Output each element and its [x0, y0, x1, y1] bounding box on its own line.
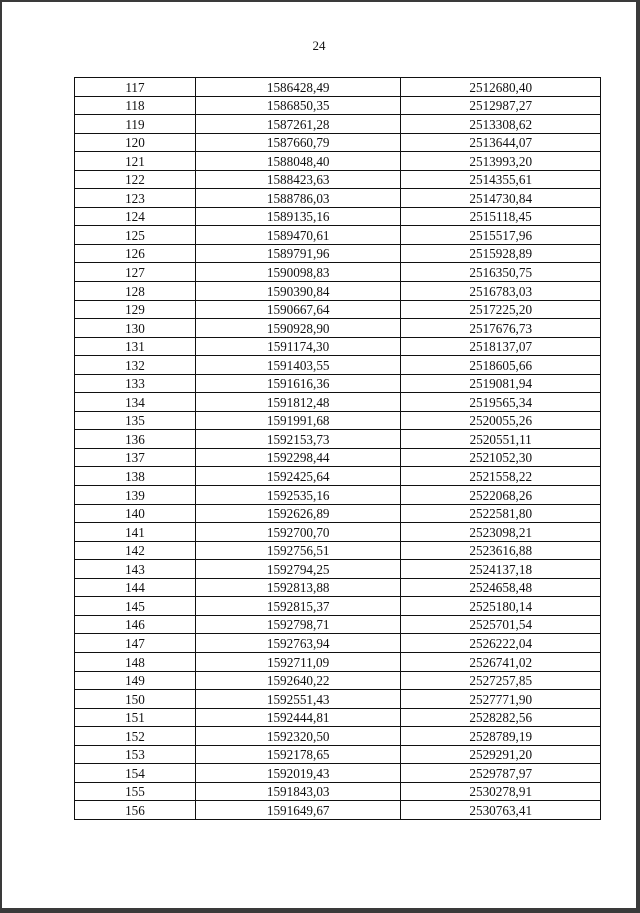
point-number-cell: 144 [75, 578, 196, 597]
x-coordinate-cell: 1591403,55 [195, 356, 400, 375]
table-row [75, 319, 601, 338]
coordinates-table-body [75, 78, 601, 820]
x-coordinate-cell: 1592813,88 [195, 578, 400, 597]
y-coordinate-cell: 2512680,40 [401, 78, 601, 97]
table-row [75, 541, 601, 560]
y-coordinate-cell: 2513308,62 [401, 115, 601, 134]
point-number-cell: 135 [75, 411, 196, 430]
x-coordinate-cell: 1589470,61 [195, 226, 400, 245]
coordinates-table [74, 77, 601, 820]
x-coordinate-cell: 1592700,70 [195, 523, 400, 542]
table-row [75, 337, 601, 356]
x-coordinate-cell: 1591991,68 [195, 411, 400, 430]
table-row [75, 189, 601, 208]
y-coordinate-cell: 2530278,91 [401, 782, 601, 801]
table-row [75, 170, 601, 189]
point-number-cell: 132 [75, 356, 196, 375]
y-coordinate-cell: 2518605,66 [401, 356, 601, 375]
point-number-cell: 134 [75, 393, 196, 412]
x-coordinate-cell: 1592298,44 [195, 448, 400, 467]
document-page [2, 2, 636, 908]
point-number-cell: 153 [75, 745, 196, 764]
x-coordinate-cell: 1592626,89 [195, 504, 400, 523]
point-number-cell: 147 [75, 634, 196, 653]
table-row [75, 96, 601, 115]
point-number-cell: 123 [75, 189, 196, 208]
point-number-cell: 151 [75, 708, 196, 727]
x-coordinate-cell: 1591616,36 [195, 374, 400, 393]
table-row [75, 634, 601, 653]
y-coordinate-cell: 2513644,07 [401, 133, 601, 152]
y-coordinate-cell: 2521558,22 [401, 467, 601, 486]
table-row [75, 411, 601, 430]
y-coordinate-cell: 2515517,96 [401, 226, 601, 245]
table-row [75, 226, 601, 245]
x-coordinate-cell: 1592425,64 [195, 467, 400, 486]
table-row [75, 244, 601, 263]
table-row [75, 374, 601, 393]
table-row [75, 523, 601, 542]
point-number-cell: 126 [75, 244, 196, 263]
y-coordinate-cell: 2528789,19 [401, 727, 601, 746]
point-number-cell: 119 [75, 115, 196, 134]
point-number-cell: 131 [75, 337, 196, 356]
x-coordinate-cell: 1590928,90 [195, 319, 400, 338]
x-coordinate-cell: 1592763,94 [195, 634, 400, 653]
point-number-cell: 120 [75, 133, 196, 152]
x-coordinate-cell: 1591174,30 [195, 337, 400, 356]
x-coordinate-cell: 1592019,43 [195, 764, 400, 783]
point-number-cell: 152 [75, 727, 196, 746]
table-row [75, 597, 601, 616]
table-row [75, 560, 601, 579]
x-coordinate-cell: 1588786,03 [195, 189, 400, 208]
point-number-cell: 141 [75, 523, 196, 542]
table-row [75, 263, 601, 282]
point-number-cell: 148 [75, 652, 196, 671]
x-coordinate-cell: 1592535,16 [195, 486, 400, 505]
x-coordinate-cell: 1592798,71 [195, 615, 400, 634]
table-row [75, 152, 601, 171]
table-row [75, 467, 601, 486]
x-coordinate-cell: 1592794,25 [195, 560, 400, 579]
x-coordinate-cell: 1591812,48 [195, 393, 400, 412]
point-number-cell: 125 [75, 226, 196, 245]
table-row [75, 652, 601, 671]
point-number-cell: 146 [75, 615, 196, 634]
y-coordinate-cell: 2512987,27 [401, 96, 601, 115]
y-coordinate-cell: 2517676,73 [401, 319, 601, 338]
x-coordinate-cell: 1591649,67 [195, 801, 400, 820]
y-coordinate-cell: 2516350,75 [401, 263, 601, 282]
point-number-cell: 155 [75, 782, 196, 801]
point-number-cell: 124 [75, 207, 196, 226]
page-number: 24 [312, 38, 326, 53]
point-number-cell: 127 [75, 263, 196, 282]
table-row [75, 133, 601, 152]
x-coordinate-cell: 1591843,03 [195, 782, 400, 801]
table-row [75, 727, 601, 746]
y-coordinate-cell: 2524137,18 [401, 560, 601, 579]
y-coordinate-cell: 2522581,80 [401, 504, 601, 523]
point-number-cell: 143 [75, 560, 196, 579]
point-number-cell: 140 [75, 504, 196, 523]
y-coordinate-cell: 2529291,20 [401, 745, 601, 764]
x-coordinate-cell: 1586428,49 [195, 78, 400, 97]
x-coordinate-cell: 1588423,63 [195, 170, 400, 189]
y-coordinate-cell: 2520055,26 [401, 411, 601, 430]
y-coordinate-cell: 2526222,04 [401, 634, 601, 653]
x-coordinate-cell: 1592320,50 [195, 727, 400, 746]
y-coordinate-cell: 2515928,89 [401, 244, 601, 263]
table-row [75, 690, 601, 709]
table-row [75, 430, 601, 449]
x-coordinate-cell: 1592444,81 [195, 708, 400, 727]
point-number-cell: 118 [75, 96, 196, 115]
table-row [75, 782, 601, 801]
y-coordinate-cell: 2515118,45 [401, 207, 601, 226]
x-coordinate-cell: 1587660,79 [195, 133, 400, 152]
y-coordinate-cell: 2523098,21 [401, 523, 601, 542]
point-number-cell: 154 [75, 764, 196, 783]
x-coordinate-cell: 1589791,96 [195, 244, 400, 263]
point-number-cell: 122 [75, 170, 196, 189]
y-coordinate-cell: 2529787,97 [401, 764, 601, 783]
y-coordinate-cell: 2521052,30 [401, 448, 601, 467]
y-coordinate-cell: 2522068,26 [401, 486, 601, 505]
y-coordinate-cell: 2516783,03 [401, 282, 601, 301]
x-coordinate-cell: 1592815,37 [195, 597, 400, 616]
point-number-cell: 137 [75, 448, 196, 467]
x-coordinate-cell: 1590098,83 [195, 263, 400, 282]
point-number-cell: 130 [75, 319, 196, 338]
x-coordinate-cell: 1586850,35 [195, 96, 400, 115]
y-coordinate-cell: 2527771,90 [401, 690, 601, 709]
y-coordinate-cell: 2524658,48 [401, 578, 601, 597]
point-number-cell: 136 [75, 430, 196, 449]
table-row [75, 671, 601, 690]
y-coordinate-cell: 2520551,11 [401, 430, 601, 449]
x-coordinate-cell: 1592711,09 [195, 652, 400, 671]
y-coordinate-cell: 2517225,20 [401, 300, 601, 319]
x-coordinate-cell: 1589135,16 [195, 207, 400, 226]
y-coordinate-cell: 2519565,34 [401, 393, 601, 412]
y-coordinate-cell: 2519081,94 [401, 374, 601, 393]
y-coordinate-cell: 2530763,41 [401, 801, 601, 820]
y-coordinate-cell: 2513993,20 [401, 152, 601, 171]
table-row [75, 615, 601, 634]
point-number-cell: 142 [75, 541, 196, 560]
point-number-cell: 139 [75, 486, 196, 505]
point-number-cell: 129 [75, 300, 196, 319]
point-number-cell: 121 [75, 152, 196, 171]
table-row [75, 486, 601, 505]
table-row [75, 356, 601, 375]
point-number-cell: 128 [75, 282, 196, 301]
point-number-cell: 150 [75, 690, 196, 709]
x-coordinate-cell: 1590667,64 [195, 300, 400, 319]
x-coordinate-cell: 1592756,51 [195, 541, 400, 560]
table-row [75, 393, 601, 412]
x-coordinate-cell: 1590390,84 [195, 282, 400, 301]
x-coordinate-cell: 1592551,43 [195, 690, 400, 709]
point-number-cell: 149 [75, 671, 196, 690]
x-coordinate-cell: 1592178,65 [195, 745, 400, 764]
table-row [75, 207, 601, 226]
y-coordinate-cell: 2523616,88 [401, 541, 601, 560]
table-row [75, 708, 601, 727]
table-row [75, 745, 601, 764]
table-row [75, 504, 601, 523]
table-row [75, 78, 601, 97]
y-coordinate-cell: 2525180,14 [401, 597, 601, 616]
table-row [75, 801, 601, 820]
point-number-cell: 138 [75, 467, 196, 486]
point-number-cell: 133 [75, 374, 196, 393]
point-number-cell: 145 [75, 597, 196, 616]
y-coordinate-cell: 2527257,85 [401, 671, 601, 690]
table-row [75, 578, 601, 597]
y-coordinate-cell: 2525701,54 [401, 615, 601, 634]
point-number-cell: 117 [75, 78, 196, 97]
x-coordinate-cell: 1588048,40 [195, 152, 400, 171]
y-coordinate-cell: 2528282,56 [401, 708, 601, 727]
x-coordinate-cell: 1587261,28 [195, 115, 400, 134]
x-coordinate-cell: 1592153,73 [195, 430, 400, 449]
x-coordinate-cell: 1592640,22 [195, 671, 400, 690]
table-row [75, 448, 601, 467]
table-row [75, 115, 601, 134]
table-row [75, 300, 601, 319]
table-row [75, 282, 601, 301]
y-coordinate-cell: 2514730,84 [401, 189, 601, 208]
y-coordinate-cell: 2526741,02 [401, 652, 601, 671]
point-number-cell: 156 [75, 801, 196, 820]
y-coordinate-cell: 2514355,61 [401, 170, 601, 189]
y-coordinate-cell: 2518137,07 [401, 337, 601, 356]
table-row [75, 764, 601, 783]
